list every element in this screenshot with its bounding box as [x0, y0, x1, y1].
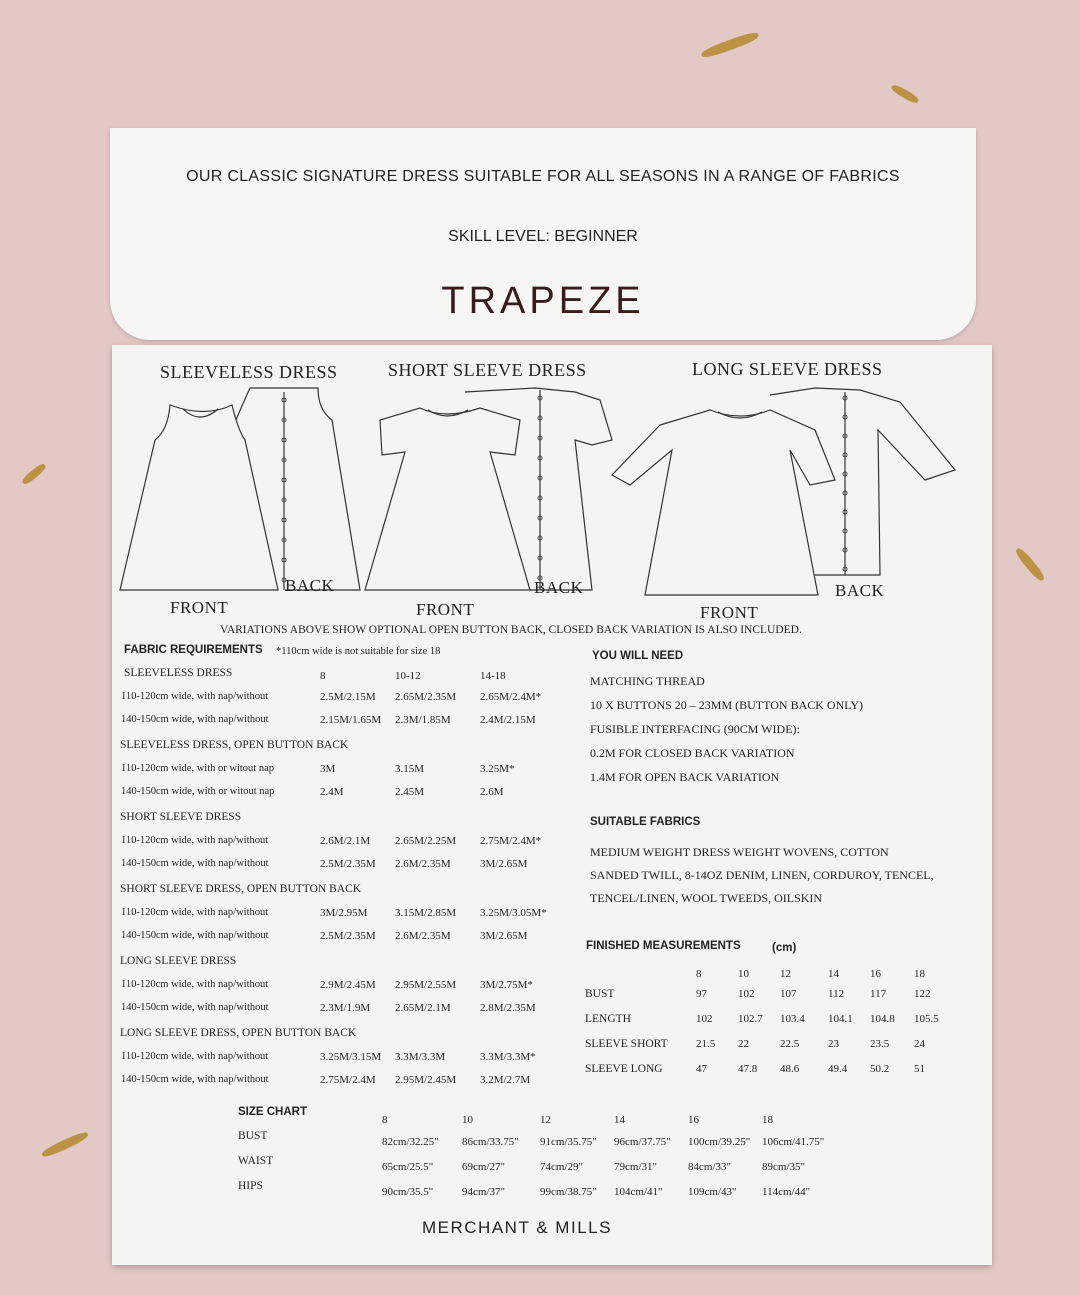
finished-value: 24 — [914, 1038, 925, 1050]
sizechart-value: 69cm/27" — [462, 1161, 505, 1173]
pattern-title: TRAPEZE — [441, 280, 645, 322]
sleeveless-back-drawing — [250, 388, 360, 590]
finished-value: 48.6 — [780, 1063, 800, 1075]
fabric-value: 2.15M/1.65M — [320, 714, 382, 726]
finished-size-header: 14 — [828, 968, 839, 980]
sizechart-size-header: 10 — [462, 1114, 473, 1126]
fabric-row-label: 110-120cm wide, with nap/without — [121, 691, 269, 702]
fabric-value: 2.5M/2.35M — [320, 930, 376, 942]
sizechart-value: 94cm/37" — [462, 1186, 505, 1198]
fabric-value: 2.75M/2.4M — [320, 1074, 376, 1086]
finished-value: 104.1 — [828, 1013, 853, 1025]
sizechart-value: 74cm/29" — [540, 1161, 583, 1173]
need-item: 10 X BUTTONS 20 – 23MM (BUTTON BACK ONLY) — [590, 698, 864, 712]
fabric-row-label: 110-120cm wide, with nap/without — [121, 907, 269, 918]
skill-level: SKILL LEVEL: BEGINNER — [448, 228, 638, 245]
sizechart-value: 86cm/33.75" — [462, 1136, 519, 1148]
sizechart-size-header: 8 — [382, 1114, 388, 1126]
sleeveless-front-label: FRONT — [170, 598, 229, 617]
fabric-row-label: 110-120cm wide, with nap/without — [121, 835, 269, 846]
fabric-row-label: 140-150cm wide, with nap/without — [121, 1074, 269, 1085]
sizechart-value: 99cm/38.75" — [540, 1186, 597, 1198]
need-item: FUSIBLE INTERFACING (90CM WIDE): — [590, 722, 800, 736]
fabric-value: 2.6M/2.35M — [395, 858, 451, 870]
long-sleeve-title: LONG SLEEVE DRESS — [692, 359, 883, 379]
finished-value: 23.5 — [870, 1038, 890, 1050]
fabric-value: 2.75M/2.4M* — [480, 835, 542, 847]
fabric-heading: FABRIC REQUIREMENTS — [124, 644, 263, 656]
finished-heading: FINISHED MEASUREMENTS — [586, 940, 741, 952]
fabric-size-header: 14-18 — [480, 670, 506, 682]
sizechart-value: 106cm/41.75" — [762, 1136, 825, 1148]
fabric-value: 2.9M/2.45M — [320, 979, 376, 991]
sizechart-heading: SIZE CHART — [238, 1106, 307, 1118]
finished-row-label: SLEEVE LONG — [585, 1063, 663, 1075]
finished-value: 122 — [914, 988, 931, 1000]
finished-size-header: 16 — [870, 968, 881, 980]
sizechart-size-header: 12 — [540, 1114, 551, 1126]
suitable-heading: SUITABLE FABRICS — [590, 816, 701, 828]
fabric-value: 2.4M — [320, 786, 344, 798]
fabric-value: 3.3M/3.3M — [395, 1051, 446, 1063]
finished-value: 112 — [828, 988, 845, 1000]
finished-size-header: 12 — [780, 968, 791, 980]
sizechart-value: 109cm/43" — [688, 1186, 737, 1198]
finished-value: 102 — [738, 988, 755, 1000]
fabric-group-title: LONG SLEEVE DRESS — [120, 955, 237, 967]
fabric-row-label: 110-120cm wide, with or witout nap — [121, 763, 275, 774]
fabric-value: 3M/2.65M — [480, 858, 528, 870]
fabric-value: 2.65M/2.4M* — [480, 691, 542, 703]
fabric-value: 3.15M — [395, 763, 425, 775]
finished-value: 23 — [828, 1038, 839, 1050]
sizechart-value: 91cm/35.75" — [540, 1136, 597, 1148]
short-sleeve-title: SHORT SLEEVE DRESS — [388, 360, 587, 380]
sizechart-row-label: BUST — [238, 1130, 268, 1142]
finished-value: 49.4 — [828, 1063, 848, 1075]
finished-row-label: LENGTH — [585, 1013, 631, 1025]
fabric-note: *110cm wide is not suitable for size 18 — [276, 646, 441, 657]
finished-value: 103.4 — [780, 1013, 805, 1025]
sleeveless-title: SLEEVELESS DRESS — [160, 362, 338, 382]
finished-size-header: 18 — [914, 968, 925, 980]
fabric-value: 2.65M/2.35M — [395, 691, 457, 703]
sizechart-size-header: 14 — [614, 1114, 625, 1126]
background-speck — [40, 1130, 89, 1159]
finished-row-label: SLEEVE SHORT — [585, 1038, 668, 1050]
fabric-row-label: 140-150cm wide, with nap/without — [121, 858, 269, 869]
fabric-value: 3.25M/3.05M* — [480, 907, 547, 919]
finished-value: 107 — [780, 988, 797, 1000]
finished-value: 47.8 — [738, 1063, 758, 1075]
sizechart-value: 89cm/35" — [762, 1161, 805, 1173]
long-sleeve-back-drawing — [770, 388, 955, 575]
finished-value: 47 — [696, 1063, 707, 1075]
suitable-line: TENCEL/LINEN, WOOL TWEEDS, OILSKIN — [590, 891, 823, 905]
brand-name: MERCHANT & MILLS — [422, 1218, 612, 1237]
sleeveless-back-label: BACK — [285, 576, 335, 595]
dress-illustrations — [0, 0, 1080, 640]
finished-value: 97 — [696, 988, 707, 1000]
finished-value: 102 — [696, 1013, 713, 1025]
finished-value: 50.2 — [870, 1063, 890, 1075]
fabric-group-title: LONG SLEEVE DRESS, OPEN BUTTON BACK — [120, 1027, 357, 1039]
finished-row-label: BUST — [585, 988, 615, 1000]
fabric-value: 3.2M/2.7M — [480, 1074, 531, 1086]
sizechart-value: 90cm/35.5" — [382, 1186, 434, 1198]
tagline: OUR CLASSIC SIGNATURE DRESS SUITABLE FOR ALL SEASONS IN A RANGE OF FABRICS — [186, 168, 900, 185]
short-sleeve-front-label: FRONT — [416, 600, 475, 619]
finished-size-header: 10 — [738, 968, 749, 980]
fabric-value: 3.3M/3.3M* — [480, 1051, 536, 1063]
fabric-value: 2.5M/2.15M — [320, 691, 376, 703]
fabric-value: 3M/2.95M — [320, 907, 368, 919]
finished-value: 22.5 — [780, 1038, 800, 1050]
sizechart-value: 65cm/25.5" — [382, 1161, 434, 1173]
need-item: MATCHING THREAD — [590, 674, 705, 688]
finished-unit: (cm) — [772, 942, 797, 954]
fabric-value: 2.6M — [480, 786, 504, 798]
sizechart-row-label: WAIST — [238, 1155, 274, 1167]
sizechart-value: 104cm/41" — [614, 1186, 663, 1198]
fabric-value: 2.45M — [395, 786, 425, 798]
need-heading: YOU WILL NEED — [592, 650, 684, 662]
sizechart-size-header: 18 — [762, 1114, 773, 1126]
fabric-group-title: SHORT SLEEVE DRESS — [120, 811, 242, 823]
finished-value: 117 — [870, 988, 887, 1000]
fabric-size-header: 8 — [320, 670, 326, 682]
fabric-row-label: 110-120cm wide, with nap/without — [121, 979, 269, 990]
sizechart-value: 82cm/32.25" — [382, 1136, 439, 1148]
fabric-value: 2.4M/2.15M — [480, 714, 536, 726]
sizechart-value: 114cm/44" — [762, 1186, 811, 1198]
sizechart-value: 96cm/37.75" — [614, 1136, 671, 1148]
fabric-row-label: 140-150cm wide, with nap/without — [121, 1002, 269, 1013]
finished-value: 51 — [914, 1063, 925, 1075]
fabric-value: 3M/2.65M — [480, 930, 528, 942]
fabric-value: 2.5M/2.35M — [320, 858, 376, 870]
finished-value: 21.5 — [696, 1038, 716, 1050]
fabric-value: 2.3M/1.85M — [395, 714, 451, 726]
fabric-group-title: SLEEVELESS DRESS, OPEN BUTTON BACK — [120, 739, 349, 751]
fabric-value: 2.8M/2.35M — [480, 1002, 536, 1014]
fabric-row-label: 140-150cm wide, with nap/without — [121, 714, 269, 725]
sleeveless-front-drawing — [120, 405, 278, 590]
fabric-row-label: 110-120cm wide, with nap/without — [121, 1051, 269, 1062]
suitable-line: MEDIUM WEIGHT DRESS WEIGHT WOVENS, COTTON — [590, 845, 889, 859]
sizechart-size-header: 16 — [688, 1114, 699, 1126]
fabric-size-header: 10-12 — [395, 670, 421, 682]
fabric-value: 2.3M/1.9M — [320, 1002, 371, 1014]
sizechart-value: 79cm/31" — [614, 1161, 657, 1173]
fabric-value: 2.6M/2.1M — [320, 835, 371, 847]
fabric-value: 3M — [320, 763, 336, 775]
suitable-line: SANDED TWILL, 8-14OZ DENIM, LINEN, CORDUROY, TENCEL, — [590, 868, 934, 882]
long-sleeve-front-label: FRONT — [700, 603, 759, 622]
fabric-group-title: SLEEVELESS DRESS — [124, 667, 233, 679]
fabric-group-title: SHORT SLEEVE DRESS, OPEN BUTTON BACK — [120, 883, 362, 895]
sizechart-value: 100cm/39.25" — [688, 1136, 751, 1148]
fabric-value: 2.95M/2.55M — [395, 979, 457, 991]
finished-value: 104.8 — [870, 1013, 895, 1025]
fabric-value: 3.25M/3.15M — [320, 1051, 382, 1063]
finished-value: 22 — [738, 1038, 749, 1050]
fabric-value: 2.65M/2.25M — [395, 835, 457, 847]
variation-note: VARIATIONS ABOVE SHOW OPTIONAL OPEN BUTTON BACK, CLOSED BACK VARIATION IS ALSO INCLUDED. — [220, 624, 802, 636]
long-sleeve-back-label: BACK — [835, 581, 885, 600]
sizechart-value: 84cm/33" — [688, 1161, 731, 1173]
fabric-value: 3.25M* — [480, 763, 515, 775]
long-sleeve-front-drawing — [612, 410, 835, 595]
fabric-value: 2.6M/2.35M — [395, 930, 451, 942]
finished-size-header: 8 — [696, 968, 702, 980]
need-item: 0.2M FOR CLOSED BACK VARIATION — [590, 746, 795, 760]
fabric-row-label: 140-150cm wide, with nap/without — [121, 930, 269, 941]
finished-value: 102.7 — [738, 1013, 763, 1025]
finished-value: 105.5 — [914, 1013, 939, 1025]
need-item: 1.4M FOR OPEN BACK VARIATION — [590, 770, 780, 784]
short-sleeve-back-label: BACK — [534, 578, 584, 597]
fabric-value: 2.65M/2.1M — [395, 1002, 451, 1014]
fabric-value: 2.95M/2.45M — [395, 1074, 457, 1086]
fabric-value: 3.15M/2.85M — [395, 907, 457, 919]
sizechart-row-label: HIPS — [238, 1180, 263, 1192]
fabric-row-label: 140-150cm wide, with or witout nap — [121, 786, 275, 797]
fabric-value: 3M/2.75M* — [480, 979, 533, 991]
short-sleeve-front-drawing — [365, 408, 530, 590]
